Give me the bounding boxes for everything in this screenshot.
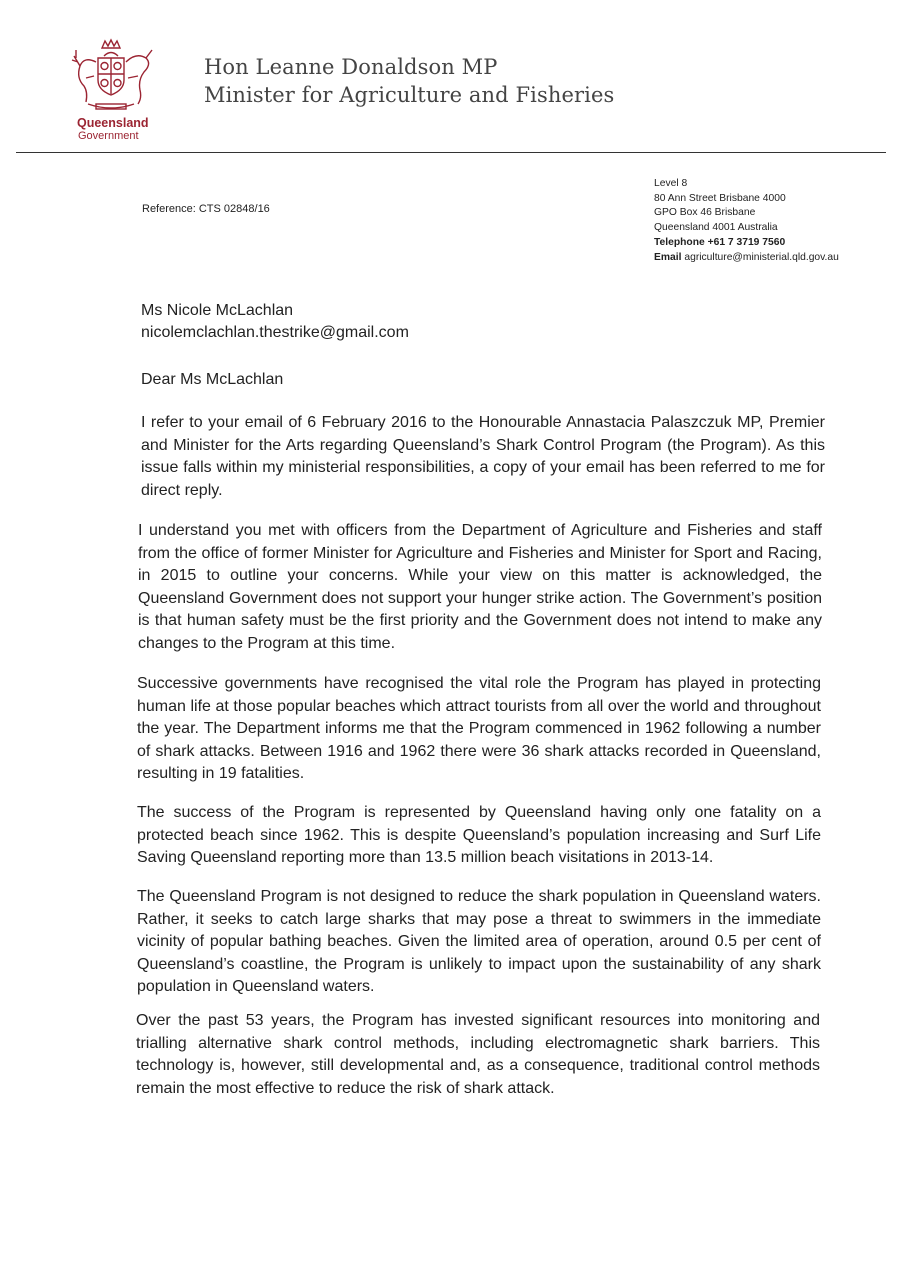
address-line: Level 8 <box>654 178 688 189</box>
queensland-government-logo <box>66 38 156 142</box>
address-line: 80 Ann Street Brisbane 4000 <box>654 192 786 204</box>
body-paragraph: The Queensland Program is not designed to reduce the shark population in Queensland waters. Rather, it seeks to catch large sharks that may pose a threat to swimmers in the immediate vicinity of popular bathing beaches. Given the limited area of operation, around 0.5 per cent of Queensland’s coastline, the Program is unlikely to impact upon the sustainability of any shark population in Queensland waters. <box>137 888 821 996</box>
recipient-name: Ms Nicole McLachlan <box>141 302 294 319</box>
body-paragraph: I understand you met with officers from the Department of Agriculture and Fisheries and staff from the office of former Minister for Agriculture and Fisheries and Minister for Sport and Racing, in 2015 to outline your concerns. While your view on this matter is acknowledged, the Queensland Government does not support your hunger strike action. The Government’s position is that human safety must be the first priority and the Government does not intend to make any changes to the Program at this time. <box>138 522 822 652</box>
address-line: Queensland 4001 Australia <box>654 222 778 234</box>
minister-name: Hon Leanne Donaldson MP <box>204 55 498 79</box>
email-label: Email <box>654 251 682 263</box>
logo-wordmark-government: Government <box>78 130 139 142</box>
reference-number: Reference: CTS 02848/16 <box>142 203 270 215</box>
telephone-number: Telephone +61 7 3719 7560 <box>654 236 786 248</box>
email-address: agriculture@ministerial.qld.gov.au <box>684 251 839 263</box>
address-line: GPO Box 46 Brisbane <box>654 207 756 219</box>
minister-portfolio: Minister for Agriculture and Fisheries <box>204 83 615 107</box>
logo-wordmark-queensland: Queensland <box>77 116 149 130</box>
office-address-block <box>654 177 839 265</box>
email-line <box>654 251 839 266</box>
body-paragraph: Successive governments have recognised the vital role the Program has played in protecting human life at those popular beaches which attract tourists from all over the world and throughout the year. The Department informs me that the Program commenced in 1962 following a number of shark attacks. Between 1916 and 1962 there were 36 shark attacks recorded in Queensland, resulting in 19 fatalities. <box>137 675 821 783</box>
header-divider <box>16 152 886 153</box>
salutation: Dear Ms McLachlan <box>141 371 284 388</box>
recipient-email: nicolemclachlan.thestrike@gmail.com <box>141 324 409 341</box>
recipient-block <box>141 300 409 344</box>
body-paragraph: The success of the Program is represented by Queensland having only one fatality on a protected beach since 1962. This is despite Queensland’s population increasing and Surf Life Saving Queensland reporting more than 13.5 million beach visitations in 2013-14. <box>137 804 821 867</box>
queensland-coat-of-arms-icon <box>66 38 156 116</box>
telephone-line <box>654 236 839 251</box>
body-paragraph: I refer to your email of 6 February 2016 to the Honourable Annastacia Palaszczuk MP, Premier and Minister for the Arts regarding Queensland’s Shark Control Program (the Program). As this issue falls within my ministerial responsibilities, a copy of your email has been referred to me for direct reply. <box>141 414 825 499</box>
body-paragraph: Over the past 53 years, the Program has invested significant resources into monitoring and trialling alternative shark control methods, including electromagnetic shark barriers. This technology is, however, still developmental and, as a consequence, traditional control methods remain the most effective to reduce the risk of shark attack. <box>136 1012 820 1097</box>
